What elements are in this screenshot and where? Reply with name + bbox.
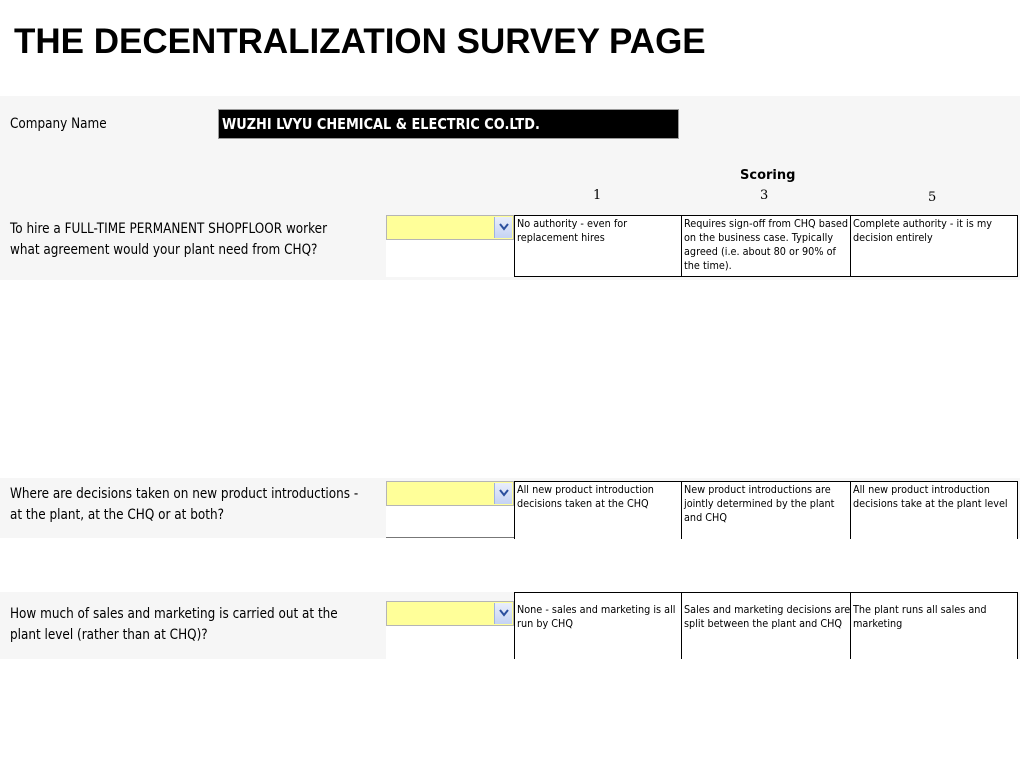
question-3-dropdown-button[interactable] bbox=[494, 603, 512, 624]
question-3-option-5: The plant runs all sales and marketing bbox=[850, 592, 1018, 659]
question-2-select-cell bbox=[386, 481, 514, 538]
chevron-down-icon bbox=[499, 223, 509, 231]
score-level-5: 5 bbox=[928, 190, 937, 205]
chevron-down-icon bbox=[499, 489, 509, 497]
question-2-option-5: All new product introduction decisions take at the plant level bbox=[850, 481, 1018, 539]
question-1-select-cell bbox=[386, 215, 514, 277]
scoring-title: Scoring bbox=[740, 168, 796, 183]
question-2-dropdown[interactable] bbox=[386, 481, 514, 506]
question-3-line-2: plant level (rather than at CHQ)? bbox=[10, 627, 208, 643]
question-2-line-1: Where are decisions taken on new product introductions - bbox=[10, 486, 359, 502]
question-3-line-1: How much of sales and marketing is carried out at the bbox=[10, 606, 338, 622]
company-name-value: WUZHI LVYU CHEMICAL & ELECTRIC CO.LTD. bbox=[222, 115, 540, 133]
question-1-line-1: To hire a FULL-TIME PERMANENT SHOPFLOOR worker bbox=[10, 221, 328, 237]
question-2-option-1: All new product introduction decisions taken at the CHQ bbox=[514, 481, 682, 539]
page-title: THE DECENTRALIZATION SURVEY PAGE bbox=[14, 22, 706, 61]
question-1-dropdown[interactable] bbox=[386, 215, 514, 240]
company-name-label: Company Name bbox=[10, 116, 107, 132]
question-3-option-3: Sales and marketing decisions are split between the plant and CHQ bbox=[681, 592, 851, 659]
question-2-dropdown-button[interactable] bbox=[494, 483, 512, 504]
question-1-option-5: Complete authority - it is my decision entirely bbox=[850, 215, 1018, 277]
question-3-option-1: None - sales and marketing is all run by CHQ bbox=[514, 592, 682, 659]
question-2-line-2: at the plant, at the CHQ or at both? bbox=[10, 507, 224, 523]
score-level-3: 3 bbox=[760, 188, 769, 203]
question-3-dropdown[interactable] bbox=[386, 601, 514, 626]
score-level-1: 1 bbox=[593, 188, 602, 203]
question-1-dropdown-button[interactable] bbox=[494, 217, 512, 238]
question-1-option-3: Requires sign-off from CHQ based on the business case. Typically agreed (i.e. about 80 or 90% of the time). bbox=[681, 215, 851, 277]
question-3-select-cell bbox=[386, 601, 514, 659]
question-1-option-1: No authority - even for replacement hires bbox=[514, 215, 682, 277]
company-name-field[interactable] bbox=[218, 109, 679, 139]
chevron-down-icon bbox=[499, 609, 509, 617]
question-1-line-2: what agreement would your plant need from CHQ? bbox=[10, 242, 318, 258]
question-2-option-3: New product introductions are jointly determined by the plant and CHQ bbox=[681, 481, 851, 539]
